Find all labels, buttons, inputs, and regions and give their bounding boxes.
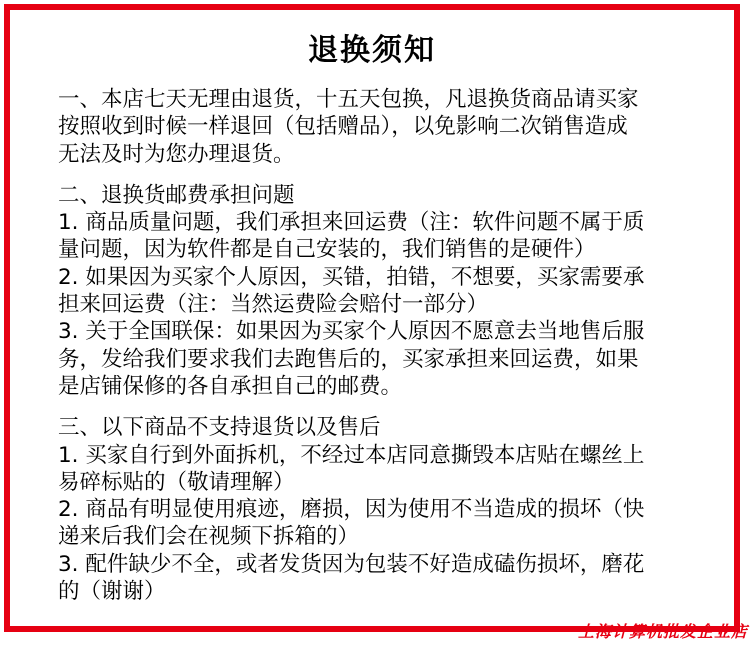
text-line: 1. 买家自行到外面拆机，不经过本店同意撕毁本店贴在螺丝上 bbox=[58, 442, 645, 468]
section-shipping-cost bbox=[58, 182, 718, 400]
text-line: 按照收到时候一样退回（包括赠品），以免影响二次销售造成 bbox=[58, 114, 628, 140]
text-line: 担来回运费（注：当然运费险会赔付一部分） bbox=[58, 292, 489, 318]
text-line: 3. 关于全国联保：如果因为买家个人原因不愿意去当地售后服 bbox=[58, 319, 645, 345]
text-line: 量问题，因为软件都是自己安装的，我们销售的是硬件） bbox=[58, 237, 596, 263]
text-line: 是店铺保修的各自承担自己的邮费。 bbox=[58, 373, 403, 399]
text-line: 2. 商品有明显使用痕迹，磨损，因为使用不当造成的损坏（快 bbox=[58, 497, 645, 523]
notice-content bbox=[58, 86, 718, 605]
section-gap bbox=[58, 168, 718, 182]
text-line: 务，发给我们要求我们去跑售后的，买家承担来回运费，如果 bbox=[58, 346, 639, 372]
shop-name-footer: 上海计算机批发企业店 bbox=[577, 622, 748, 641]
page-title: 退换须知 bbox=[308, 33, 436, 68]
text-line: 1. 商品质量问题，我们承担来回运费（注：软件问题不属于质 bbox=[58, 210, 645, 236]
text-line: 的（谢谢） bbox=[58, 579, 166, 605]
text-line: 一、本店七天无理由退货，十五天包换，凡退换货商品请买家 bbox=[58, 87, 639, 112]
text-line: 无法及时为您办理退货。 bbox=[58, 141, 295, 167]
section-return-policy bbox=[58, 86, 718, 168]
text-line: 2. 如果因为买家个人原因，买错，拍错，不想要，买家需要承 bbox=[58, 264, 645, 290]
text-line: 3. 配件缺少不全，或者发货因为包装不好造成磕伤损坏，磨花 bbox=[58, 551, 645, 577]
section-heading: 三、以下商品不支持退货以及售后 bbox=[58, 415, 381, 441]
section-gap bbox=[58, 400, 718, 414]
text-line: 递来后我们会在视频下拆箱的） bbox=[58, 524, 360, 550]
section-heading: 二、退换货邮费承担问题 bbox=[58, 182, 295, 208]
text-line: 易碎标贴的（敬请理解） bbox=[58, 469, 295, 495]
notice-frame bbox=[4, 4, 740, 632]
section-not-supported bbox=[58, 414, 718, 605]
